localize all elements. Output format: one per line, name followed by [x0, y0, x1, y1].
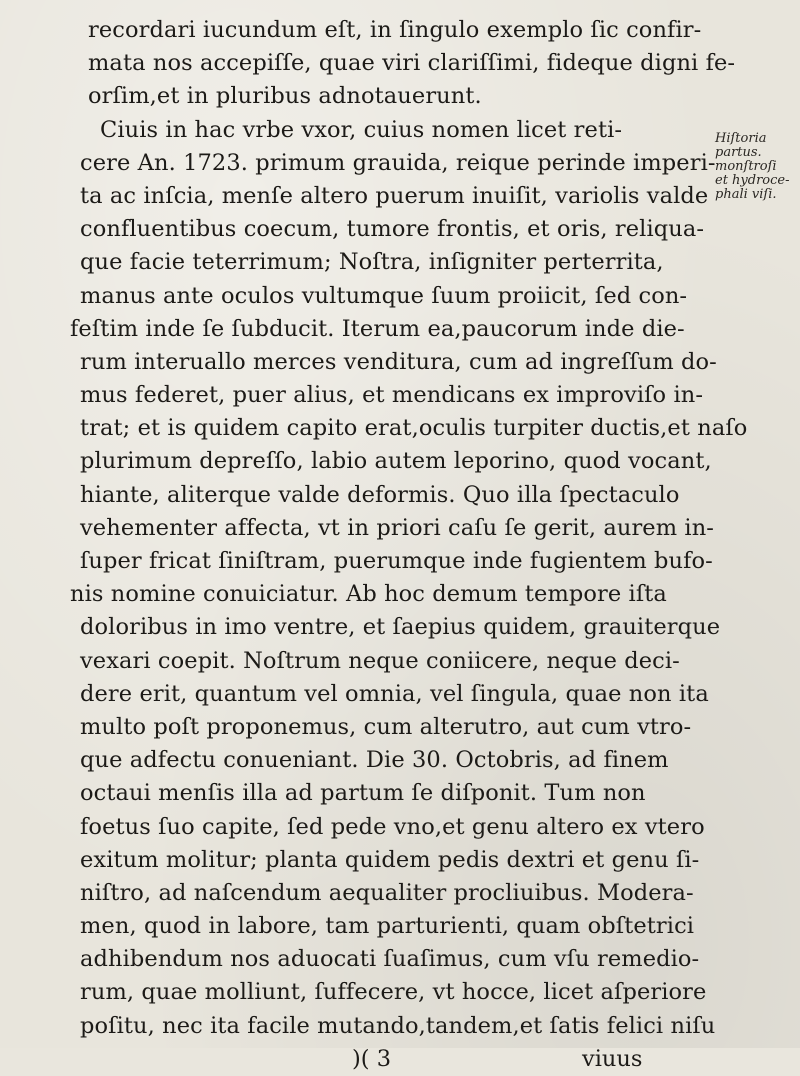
marginal-note-line: et hydroce- [715, 173, 790, 188]
text-line: men, quod in labore, tam parturienti, quam obſtetrici [80, 913, 695, 940]
text-line: confluentibus coecum, tumore frontis, et oris, reliqua- [80, 216, 705, 243]
text-line: cere An. 1723. primum grauida, reique perinde imperi- [80, 149, 716, 176]
text-line: que adfectu conueniant. Die 30. Octobris, ad finem [80, 747, 669, 774]
text-line: orſim,et in pluribus adnotauerunt. [88, 83, 482, 110]
marginal-note-line: partus. [715, 145, 762, 160]
text-line: recordari iucundum eſt, in ſingulo exemplo ſic confir- [88, 17, 702, 43]
marginal-note-line: phali viſi. [715, 187, 777, 202]
text-line: exitum molitur; planta quidem pedis dextri et genu ſi- [80, 846, 700, 873]
text-line: manus ante oculos vultumque ſuum proiicit, ſed con- [80, 282, 688, 309]
signature-mark: )( 3 [352, 1045, 392, 1072]
marginal-note [715, 132, 795, 202]
text-line: trat; et is quidem capito erat,oculis turpiter ductis,et naſo [80, 415, 748, 442]
text-line: hiante, aliterque valde deformis. Quo illa ſpectaculo [80, 481, 680, 508]
text-line: rum, quae molliunt, ſuffecere, vt hocce, licet aſperiore [80, 979, 707, 1006]
text-line: plurimum depreſſo, labio autem leporino, quod vocant, [80, 448, 712, 475]
text-line: foetus ſuo capite, ſed pede vno,et genu altero ex vtero [80, 813, 705, 840]
text-line: nis nomine conuiciatur. Ab hoc demum tempore iſta [70, 581, 667, 608]
marginal-note-line: monſtroſi [715, 159, 777, 174]
text-line: adhibendum nos aduocati ſuaſimus, cum vſu remedio- [80, 946, 700, 973]
text-line: doloribus in imo ventre, et ſaepius quidem, grauiterque [80, 614, 721, 641]
text-line: que facie teterrimum; Noſtra, inſigniter perterrita, [80, 249, 664, 276]
text-line: vehementer affecta, vt in priori caſu ſe gerit, aurem in- [80, 514, 714, 541]
text-line: multo poſt proponemus, cum alterutro, aut cum vtro- [80, 713, 692, 740]
text-line: rum interuallo merces venditura, cum ad ingreſſum do- [80, 348, 717, 375]
text-line: ta ac inſcia, menſe altero puerum inuiſit, variolis valde [80, 182, 709, 209]
text-line: dere erit, quantum vel omnia, vel ſingula, quae non ita [80, 680, 709, 707]
text-line: mus federet, puer alius, et mendicans ex improviſo in- [80, 382, 704, 409]
text-line: octaui menſis illa ad partum ſe diſponit. Tum non [80, 780, 646, 807]
marginal-note-line: Hiſtoria [715, 131, 767, 146]
text-line: ſuper fricat ſiniſtram, puerumque inde fugientem bufo- [80, 548, 713, 574]
text-line: niſtro, ad naſcendum aequaliter procliuibus. Modera- [80, 879, 694, 906]
text-line: vexari coepit. Noſtrum neque coniicere, neque deci- [80, 647, 680, 674]
text-line: mata nos accepiſſe, quae viri clariſſimi, fideque digni fe- [88, 50, 736, 77]
text-line: feſtim inde ſe ſubducit. Iterum ea,paucorum inde die- [70, 315, 685, 342]
text-line: poſitu, nec ita facile mutando,tandem,et ſatis felici niſu [80, 1012, 716, 1039]
catchword: viuus [582, 1045, 643, 1072]
text-line: Ciuis in hac vrbe vxor, cuius nomen licet reti- [100, 116, 623, 143]
